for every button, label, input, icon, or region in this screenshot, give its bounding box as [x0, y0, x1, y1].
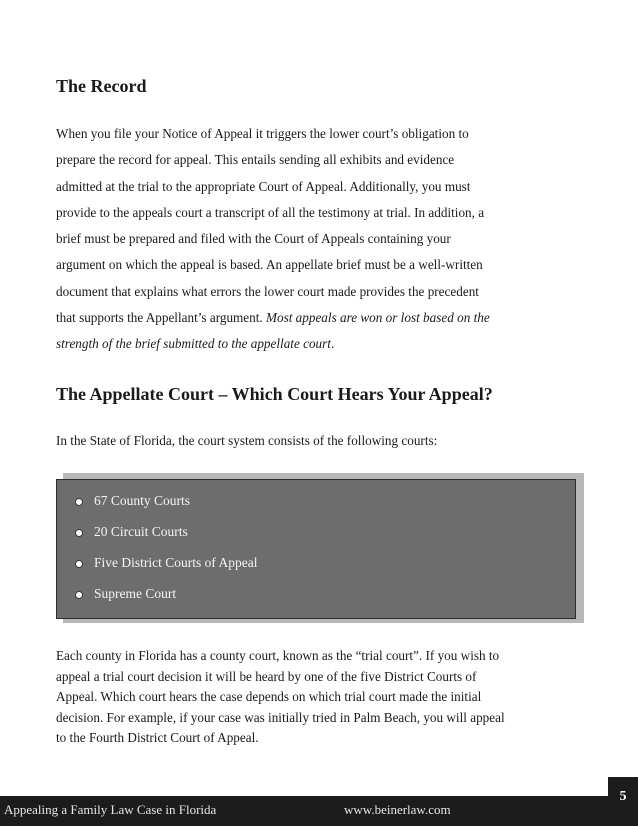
record-emphasis: Most appeals are won or lost based on the	[266, 310, 490, 326]
record-line	[56, 331, 576, 357]
record-paragraph	[56, 121, 576, 358]
record-line: argument on which the appeal is based. An appellate brief must be a well-written	[56, 257, 483, 273]
footer-title: Appealing a Family Law Case in Florida	[4, 802, 217, 817]
record-line: provide to the appeals court a transcript of all the testimony at trial. In addition, a	[56, 204, 485, 220]
footer-bar	[0, 796, 638, 826]
bullet-icon	[75, 591, 83, 599]
record-heading: The Record	[56, 76, 147, 96]
record-line: document that explains what errors the lower court made provides the precedent	[56, 283, 479, 299]
record-emphasis: strength of the brief submitted to the appellate court	[56, 336, 331, 352]
record-line-plain: that supports the Appellant’s argument.	[56, 310, 266, 326]
court-label: Supreme Court	[94, 586, 177, 601]
court-system-intro: In the State of Florida, the court system consists of the following courts:	[56, 433, 438, 448]
bullet-icon	[75, 529, 83, 537]
page-number-box	[608, 777, 638, 826]
trial-line: Each county in Florida has a county court, known as the “trial court”. If you wish to	[56, 648, 500, 663]
trial-line: appeal a trial court decision it will be heard by one of the five District Courts of	[56, 668, 477, 684]
court-label: 20 Circuit Courts	[94, 524, 188, 539]
trial-line: Appeal. Which court hears the case depends on which trial court made the initial	[56, 689, 482, 704]
page-number: 5	[619, 789, 627, 804]
trial-court-paragraph	[56, 646, 576, 749]
footer-website-link[interactable]: www.beinerlaw.com	[344, 802, 451, 817]
appellate-court-heading: The Appellate Court – Which Court Hears Your Appeal?	[56, 384, 493, 404]
record-line	[56, 305, 576, 331]
court-label: 67 County Courts	[94, 493, 191, 508]
record-line: admitted at the trial to the appropriate Court of Appeal. Additionally, you must	[56, 178, 471, 194]
record-line: brief must be prepared and filed with the Court of Appeals containing your	[56, 231, 451, 247]
record-line: prepare the record for appeal. This entails sending all exhibits and evidence	[56, 152, 455, 168]
bullet-icon	[75, 560, 83, 568]
record-line: When you file your Notice of Appeal it triggers the lower court’s obligation to	[56, 126, 469, 141]
bullet-icon	[75, 498, 83, 506]
trial-line: to the Fourth District Court of Appeal.	[56, 730, 259, 745]
trial-line: decision. For example, if your case was initially tried in Palm Beach, you will appeal	[56, 709, 505, 725]
court-label: Five District Courts of Appeal	[94, 555, 258, 570]
record-line-end: .	[330, 336, 335, 352]
court-list-box	[56, 479, 576, 619]
